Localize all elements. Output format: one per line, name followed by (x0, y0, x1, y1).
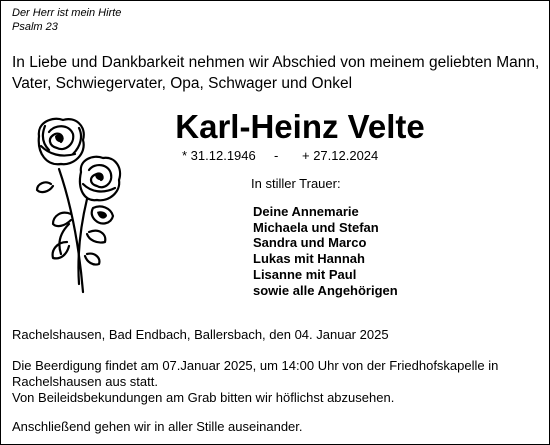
funeral-line-3: Von Beileidsbekundungen am Grab bitten wir höflichst abzusehen. (12, 390, 395, 405)
mourner-name: Deine Annemarie (253, 204, 359, 219)
date-separator: - (274, 148, 279, 163)
funeral-info (12, 358, 498, 406)
intro-line-1: In Liebe und Dankbarkeit nehmen wir Abschied von meinem geliebten Mann, (12, 54, 540, 71)
mourners-heading: In stiller Trauer: (251, 176, 341, 191)
intro-text (12, 52, 539, 94)
mourners-list (253, 204, 398, 298)
intro-line-2: Vater, Schwiegervater, Opa, Schwager und Onkel (12, 75, 353, 92)
death-date: + 27.12.2024 (302, 148, 379, 163)
verse-reference: Psalm 23 (12, 21, 58, 33)
funeral-line-1: Die Beerdigung findet am 07.Januar 2025, um 14:00 Uhr von der Friedhofskapelle in (12, 358, 499, 373)
funeral-line-2: Rachelshausen aus statt. (12, 374, 158, 389)
closing-text: Anschließend gehen wir in aller Stille auseinander. (12, 419, 303, 434)
place-date: Rachelshausen, Bad Endbach, Ballersbach, den 04. Januar 2025 (12, 327, 389, 342)
deceased-name: Karl-Heinz Velte (175, 108, 425, 145)
mourner-name: sowie alle Angehörigen (253, 282, 398, 298)
mourner-name: Sandra und Marco (253, 235, 367, 251)
birth-date: * 31.12.1946 (182, 148, 256, 163)
mourner-name: Lukas mit Hannah (253, 251, 365, 267)
mourner-name: Lisanne mit Paul (253, 266, 357, 282)
verse-text: Der Herr ist mein Hirte (12, 7, 122, 19)
mourner-name: Michaela und Stefan (253, 219, 379, 235)
